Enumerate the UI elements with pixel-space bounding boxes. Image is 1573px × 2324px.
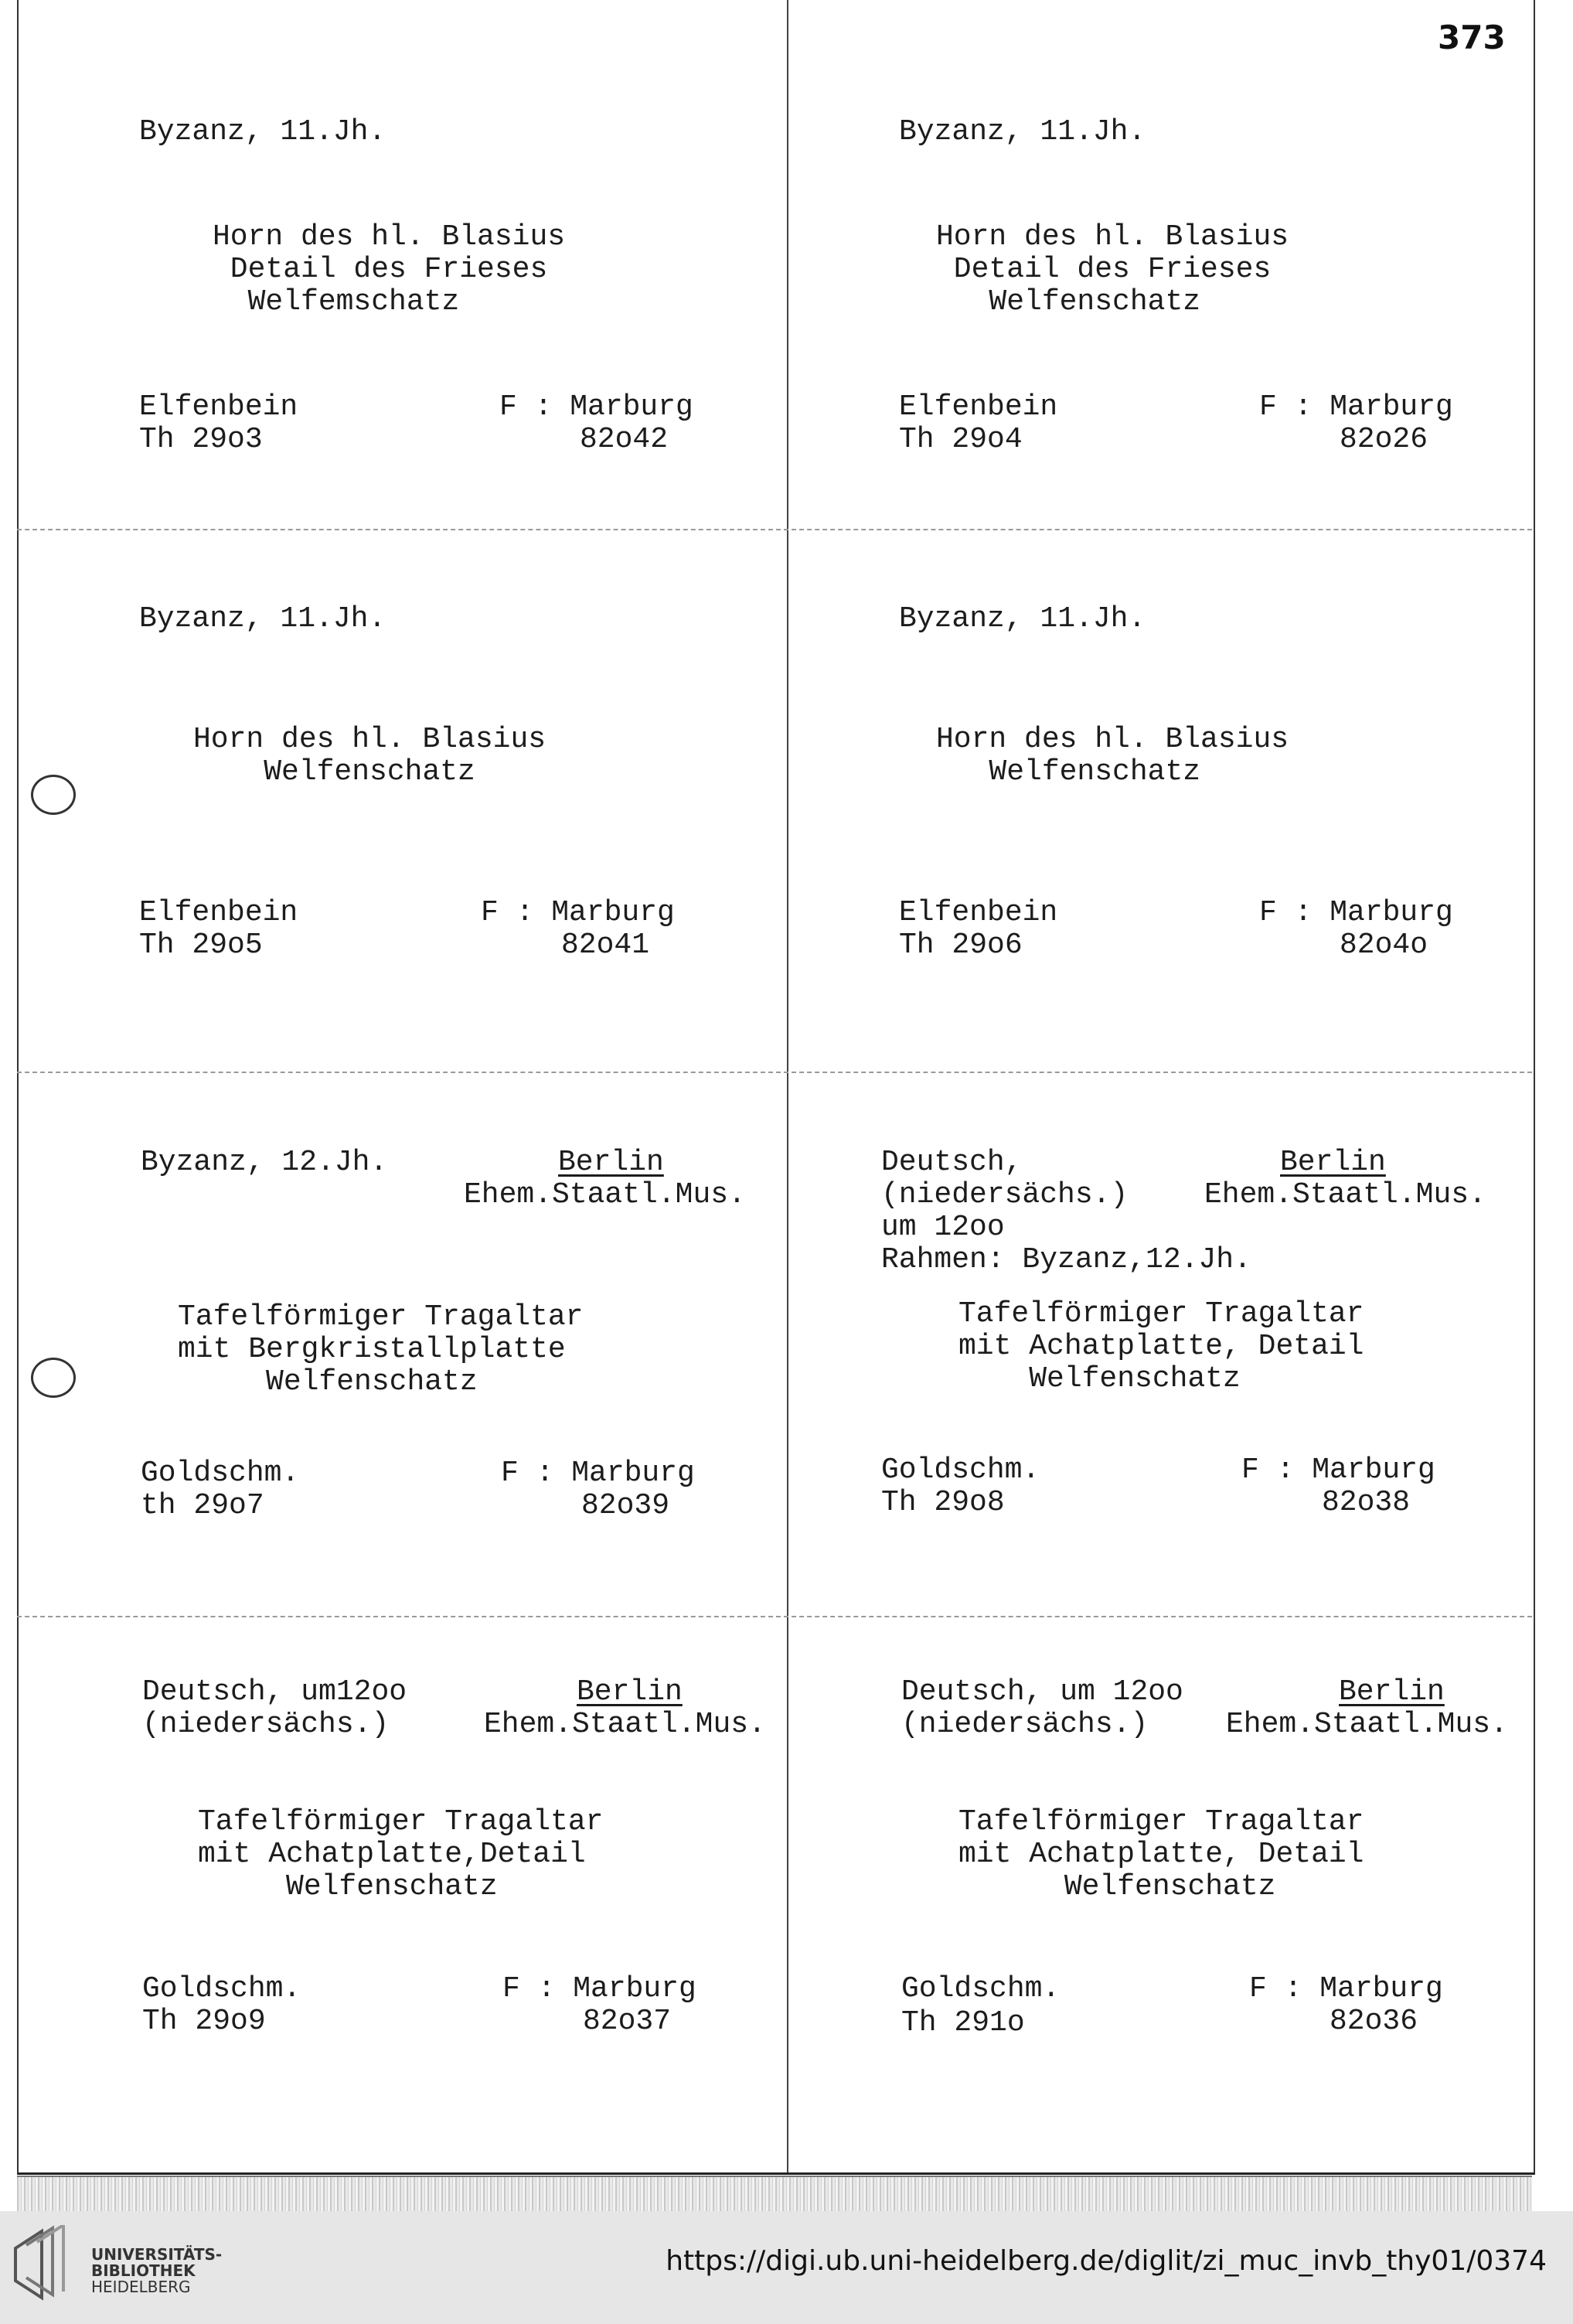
catalog-card-8 xyxy=(901,1676,1573,2179)
card-location: Berlin xyxy=(577,1675,683,1709)
card-title-line: Welfenschatz xyxy=(198,1870,498,1903)
catalog-card-3 xyxy=(139,603,850,1106)
card-collection: Ehem.Staatl.Mus. xyxy=(1204,1178,1486,1211)
card-origin: Byzanz, 11.Jh. xyxy=(899,602,1146,636)
punch-hole xyxy=(31,775,76,815)
card-origin-line: um 12oo xyxy=(881,1211,1005,1244)
card-title-line: Welfenschatz xyxy=(958,1870,1276,1903)
card-title-line: Tafelförmiger Tragaltar xyxy=(958,1297,1364,1331)
card-origin: Byzanz, 11.Jh. xyxy=(139,115,386,148)
card-photo-number: 82o41 xyxy=(561,929,650,962)
card-location: Berlin xyxy=(1339,1675,1445,1709)
card-inventory-number: Th 29o8 xyxy=(881,1486,1005,1519)
handwritten-page-number: 373 xyxy=(1438,19,1506,56)
card-title-line: Horn des hl. Blasius xyxy=(936,723,1289,756)
card-title-line: Welfenschatz xyxy=(958,1362,1241,1395)
card-inventory-number: th 29o7 xyxy=(141,1489,264,1522)
catalog-card-7 xyxy=(142,1676,853,2179)
card-inventory-number: Th 29o9 xyxy=(142,2005,266,2038)
card-photo-number: 82o4o xyxy=(1340,929,1428,962)
card-title-line: Detail des Frieses xyxy=(936,253,1272,286)
card-title-line: mit Achatplatte, Detail xyxy=(958,1330,1364,1363)
card-material: Elfenbein xyxy=(139,896,298,929)
card-photo-source: F : Marburg xyxy=(1249,1972,1443,2005)
card-title-line: Tafelförmiger Tragaltar xyxy=(178,1300,584,1334)
card-title-line: Welfenschatz xyxy=(178,1365,478,1399)
card-origin: Byzanz, 11.Jh. xyxy=(139,602,386,636)
card-photo-source: F : Marburg xyxy=(502,1972,696,2005)
card-location: Berlin xyxy=(1280,1146,1386,1179)
card-photo-number: 82o36 xyxy=(1330,2005,1418,2038)
card-title-line: Tafelförmiger Tragaltar xyxy=(958,1805,1364,1838)
card-origin-line: (niedersächs.) xyxy=(901,1708,1149,1741)
card-inventory-number: Th 29o6 xyxy=(899,929,1023,962)
card-material: Goldschm. xyxy=(881,1453,1040,1487)
card-title-line: Horn des hl. Blasius xyxy=(936,220,1289,254)
card-title-line: Welfenschatz xyxy=(936,285,1201,319)
card-title-line: Tafelförmiger Tragaltar xyxy=(198,1805,604,1838)
card-title-line: mit Achatplatte, Detail xyxy=(958,1838,1364,1871)
card-title-line: Welfenschatz xyxy=(193,755,475,789)
card-title-line: mit Achatplatte,Detail xyxy=(198,1838,586,1871)
card-inventory-number: Th 29o3 xyxy=(139,423,263,456)
scan-edge-strip xyxy=(17,2176,1532,2211)
viewer-footer xyxy=(0,2211,1573,2324)
card-photo-number: 82o26 xyxy=(1340,423,1428,456)
card-origin: Byzanz, 11.Jh. xyxy=(899,115,1146,148)
card-title-line: Horn des hl. Blasius xyxy=(193,723,546,756)
card-photo-source: F : Marburg xyxy=(1259,896,1453,929)
card-origin-line: (niedersächs.) xyxy=(142,1708,390,1741)
library-name xyxy=(91,2247,222,2295)
catalog-card-2 xyxy=(899,116,1573,618)
card-inventory-number: Th 291o xyxy=(901,2006,1025,2039)
card-photo-number: 82o42 xyxy=(580,423,669,456)
punch-hole xyxy=(31,1358,76,1398)
card-title-line: mit Bergkristallplatte xyxy=(178,1333,566,1366)
card-title-line: Welfemschatz xyxy=(213,285,460,319)
card-photo-number: 82o38 xyxy=(1322,1486,1411,1519)
library-name-line: UNIVERSITÄTS- xyxy=(91,2245,223,2264)
library-logo-icon xyxy=(11,2225,71,2304)
card-material: Goldschm. xyxy=(142,1972,301,2005)
card-collection: Ehem.Staatl.Mus. xyxy=(484,1708,766,1741)
card-inventory-number: Th 29o4 xyxy=(899,423,1023,456)
card-collection: Ehem.Staatl.Mus. xyxy=(1226,1708,1508,1741)
card-title-line: Welfenschatz xyxy=(936,755,1201,789)
card-photo-number: 82o39 xyxy=(581,1489,670,1522)
card-photo-source: F : Marburg xyxy=(481,896,675,929)
card-material: Goldschm. xyxy=(901,1972,1061,2005)
library-name-line: BIBLIOTHEK xyxy=(91,2261,196,2280)
card-material: Goldschm. xyxy=(141,1457,300,1490)
card-material: Elfenbein xyxy=(899,390,1058,424)
card-material: Elfenbein xyxy=(899,896,1058,929)
card-photo-source: F : Marburg xyxy=(1241,1453,1435,1487)
card-material: Elfenbein xyxy=(139,390,298,424)
card-collection: Ehem.Staatl.Mus. xyxy=(464,1178,746,1211)
card-origin: Byzanz, 12.Jh. xyxy=(141,1146,388,1179)
card-photo-source: F : Marburg xyxy=(1259,390,1453,424)
card-photo-number: 82o37 xyxy=(583,2005,672,2038)
card-origin-line: Rahmen: Byzanz,12.Jh. xyxy=(881,1243,1251,1276)
card-origin-line: Deutsch, um 12oo xyxy=(901,1675,1183,1709)
permalink-url[interactable]: https://digi.ub.uni-heidelberg.de/diglit/zi_muc_invb_thy01/0374 xyxy=(666,2245,1547,2277)
card-location: Berlin xyxy=(558,1146,664,1179)
card-origin-line: (niedersächs.) xyxy=(881,1178,1129,1211)
card-origin-line: Deutsch, um12oo xyxy=(142,1675,407,1709)
catalog-card-6 xyxy=(881,1147,1573,1649)
card-title-line: Detail des Frieses xyxy=(213,253,548,286)
catalog-card-5 xyxy=(141,1147,852,1649)
card-photo-source: F : Marburg xyxy=(499,390,693,424)
catalog-card-1 xyxy=(139,116,850,618)
card-photo-source: F : Marburg xyxy=(501,1457,695,1490)
card-inventory-number: Th 29o5 xyxy=(139,929,263,962)
card-origin-line: Deutsch, xyxy=(881,1146,1023,1179)
card-title-line: Horn des hl. Blasius xyxy=(213,220,566,254)
catalog-card-4 xyxy=(899,603,1573,1106)
library-name-line: HEIDELBERG xyxy=(91,2278,191,2296)
